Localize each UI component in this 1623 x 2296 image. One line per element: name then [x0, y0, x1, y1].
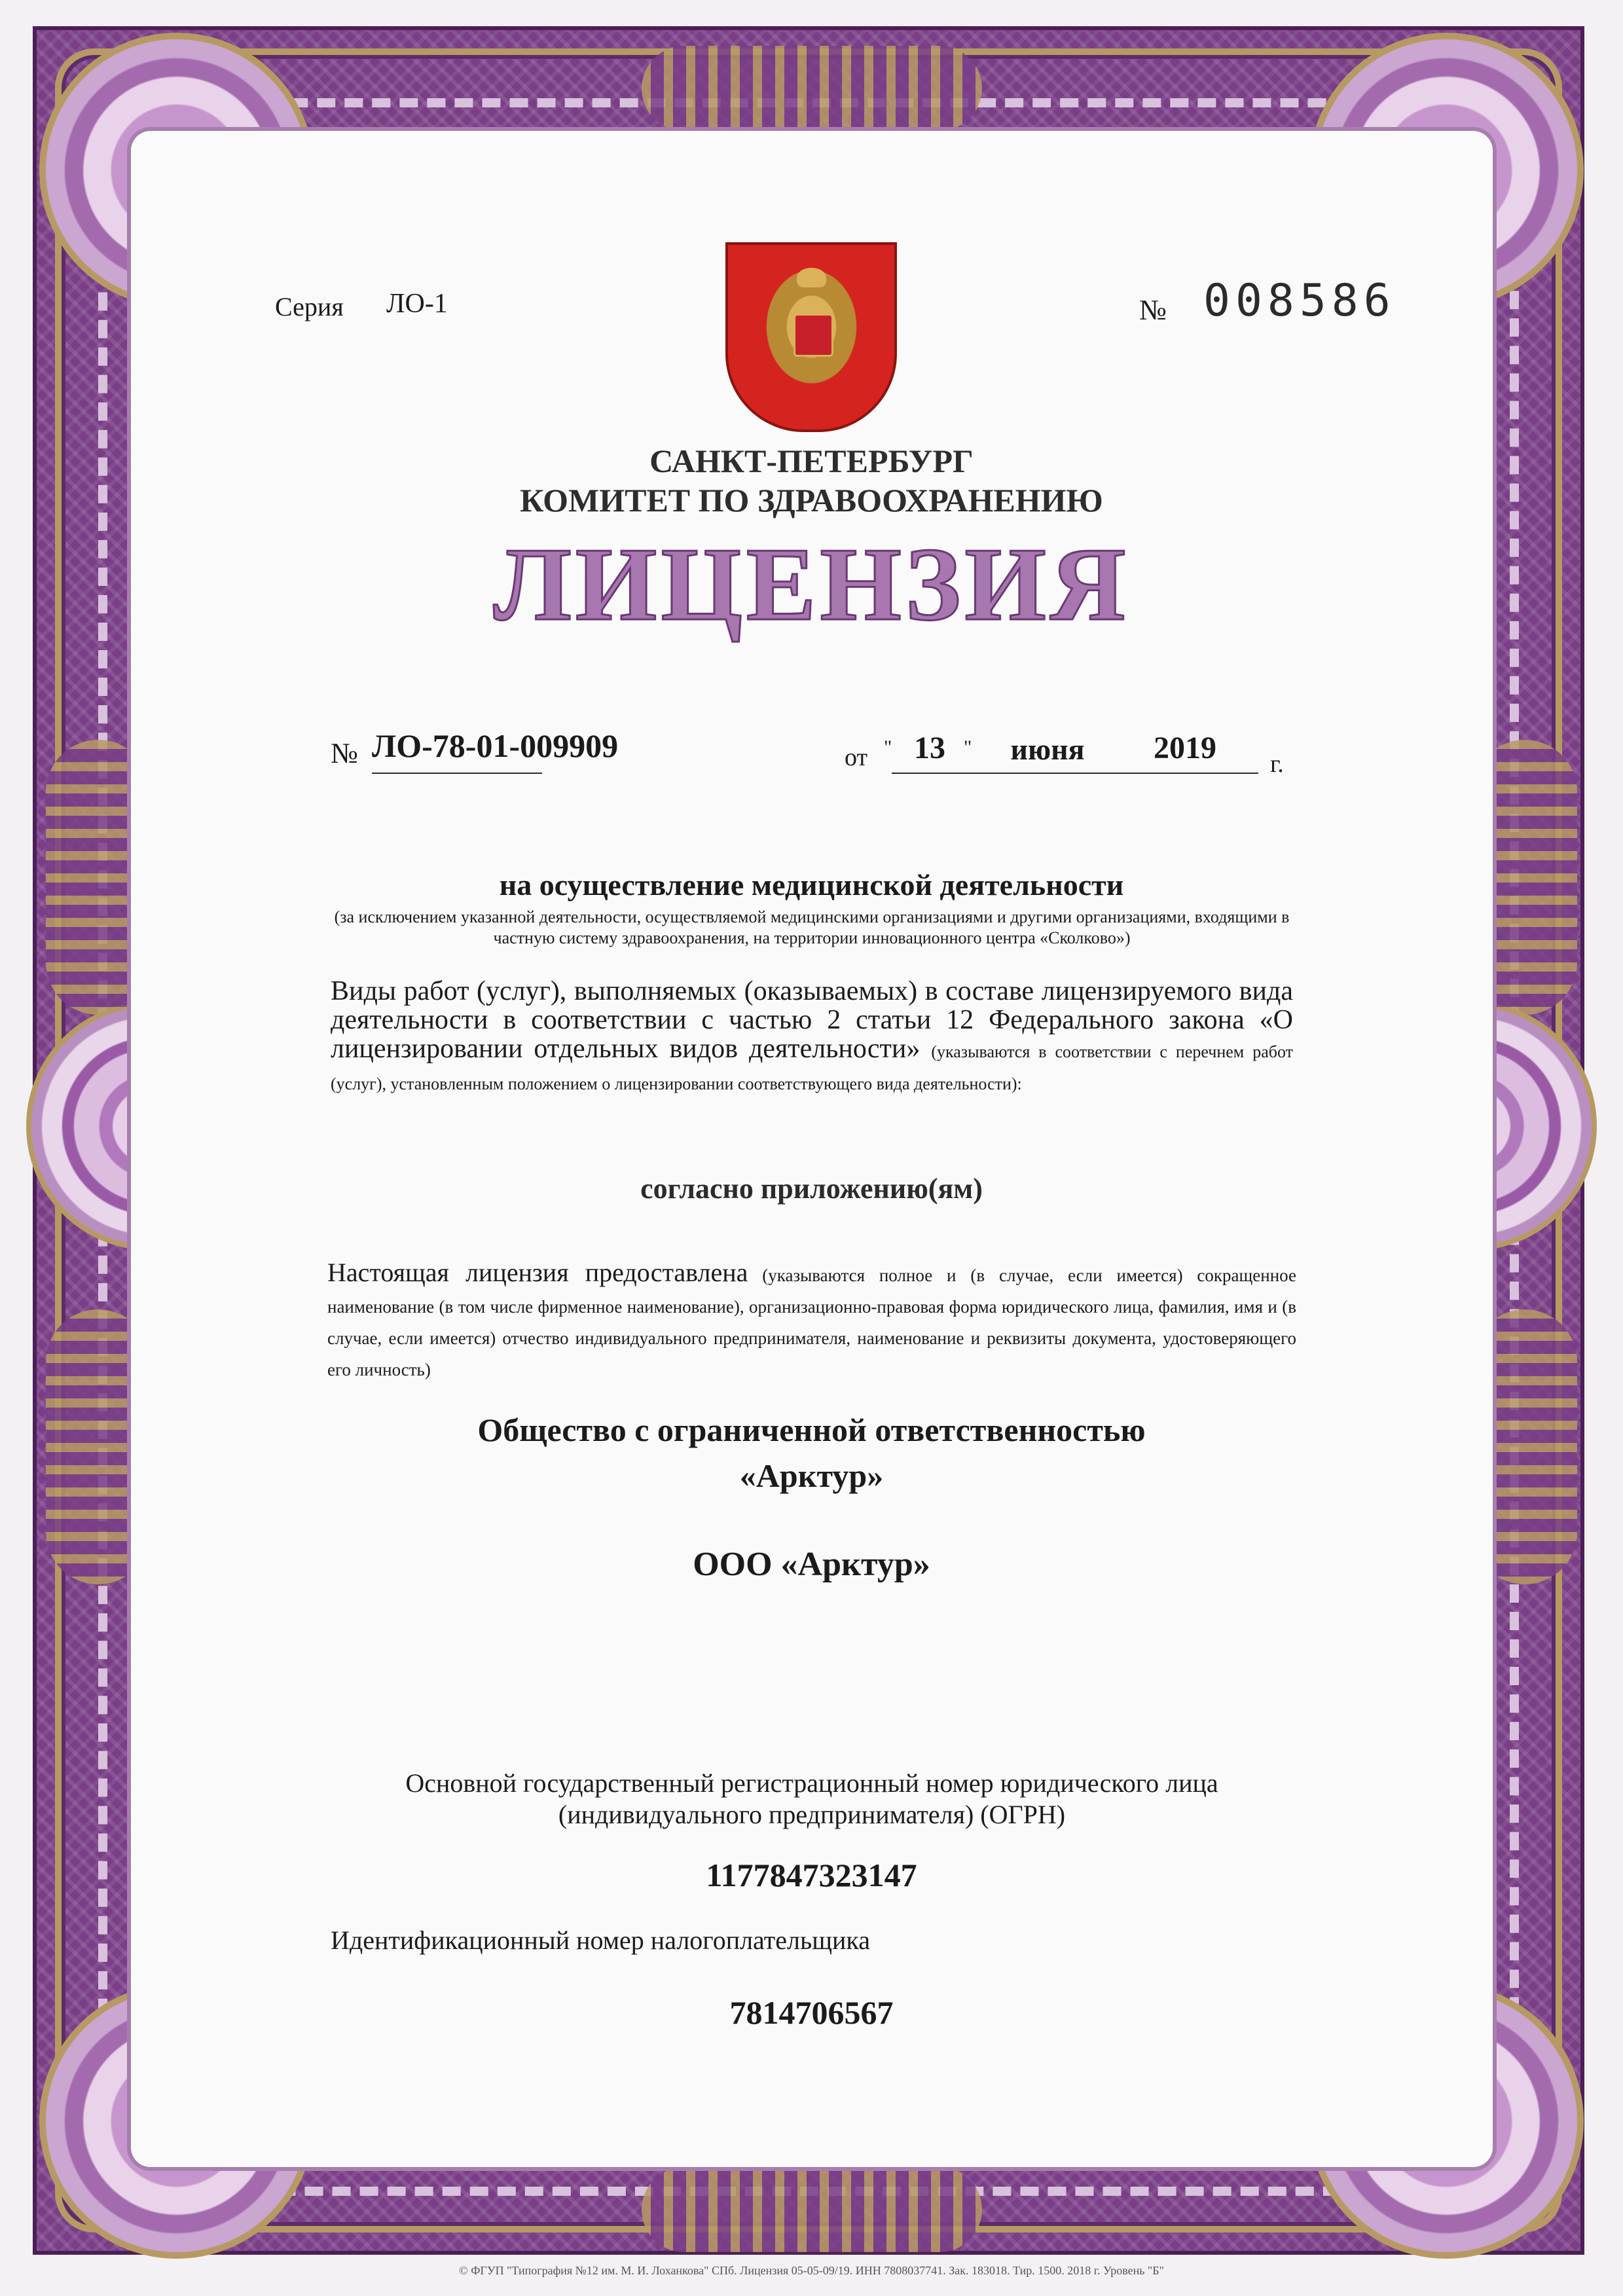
- inn-label: Идентификационный номер налогоплательщика: [331, 1925, 871, 1955]
- ogrn-label: Основной государственный регистрационный номер юридического лица (индивидуального предпринимателя) (ОГРН): [405, 1768, 1218, 1829]
- inn-value: 7814706567: [729, 1994, 894, 2031]
- date-from-label: от: [845, 744, 868, 771]
- date-underline: [892, 773, 1258, 774]
- license-number-sign: №: [331, 737, 358, 769]
- activity-exclusion-note: (за исключением указанной деятельности, осуществляемой медицинскими организациями и другими организациями, входящими в частную систему здравоохранения, на территории инновационного центра «Сколково»): [334, 907, 1290, 947]
- bottom-ornament: [642, 2167, 982, 2252]
- date-month: июня: [1010, 733, 1085, 766]
- double-headed-eagle-icon: [754, 268, 869, 399]
- license-number-underline: [372, 773, 542, 774]
- license-number: ЛО-78-01-009909: [372, 727, 619, 764]
- printer-imprint: © ФГУП "Типография №12 им. М. И. Лоханкова" СПб. Лицензия 05-05-09/19. ИНН 7808037741. Зак. 183018. Тир. 1500. 2018 г. Уровень "Б": [459, 2264, 1164, 2277]
- holder-description: [327, 1257, 1296, 1385]
- document-title: ЛИЦЕНЗИЯ: [493, 526, 1130, 642]
- series-label: Серия: [275, 292, 344, 321]
- appendix-reference: согласно приложению(ям): [640, 1173, 983, 1205]
- date-year-suffix: г.: [1270, 750, 1284, 778]
- ogrn-value: 1177847323147: [706, 1857, 917, 1893]
- issuer-committee: КОМИТЕТ ПО ЗДРАВООХРАНЕНИЮ: [520, 482, 1103, 519]
- coat-of-arms-icon: [725, 242, 897, 432]
- date-quote-open: ": [884, 737, 892, 758]
- activity-title: на осуществление медицинской деятельности: [499, 868, 1124, 902]
- provided-lead: Настоящая лицензия предоставлена: [327, 1258, 748, 1287]
- works-note: (указываются в соответствии с перечнем работ (услуг), установленным положением о лицензировании соответствующего вида деятельности):: [331, 1042, 1293, 1093]
- provided-note: (указываются полное и (в случае, если имеется) сокращенное наименование (в том числе фирменное наименование), организационно-правовая форма юридического лица, фамилия, имя и (в случае, если имеется) отчество индивидуального предпринимателя, наименование и реквизиты документа, удостоверяющего его личность): [327, 1266, 1296, 1379]
- blank-number: 008586: [1203, 275, 1396, 327]
- date-day: 13: [914, 731, 945, 765]
- top-ornament: [642, 46, 982, 131]
- issuer-city: САНКТ-ПЕТЕРБУРГ: [649, 443, 974, 479]
- org-short-name: ООО «Арктур»: [693, 1546, 930, 1583]
- series-value: ЛО-1: [386, 289, 448, 319]
- works-description: [331, 977, 1293, 1099]
- blank-number-sign: №: [1139, 294, 1167, 326]
- date-quote-close: ": [964, 737, 972, 758]
- org-full-name-line1: Общество с ограниченной ответственностью: [477, 1412, 1146, 1448]
- org-full-name-line2: «Арктур»: [739, 1457, 884, 1494]
- works-main-text: Виды работ (услуг), выполняемых (оказываемых) в составе лицензируемого вида деятельности в соответствии с частью 2 статьи 12 Федерального закона «О лицензировании отдельных видов деятельности»: [331, 976, 1293, 1064]
- date-year: 2019: [1154, 731, 1216, 765]
